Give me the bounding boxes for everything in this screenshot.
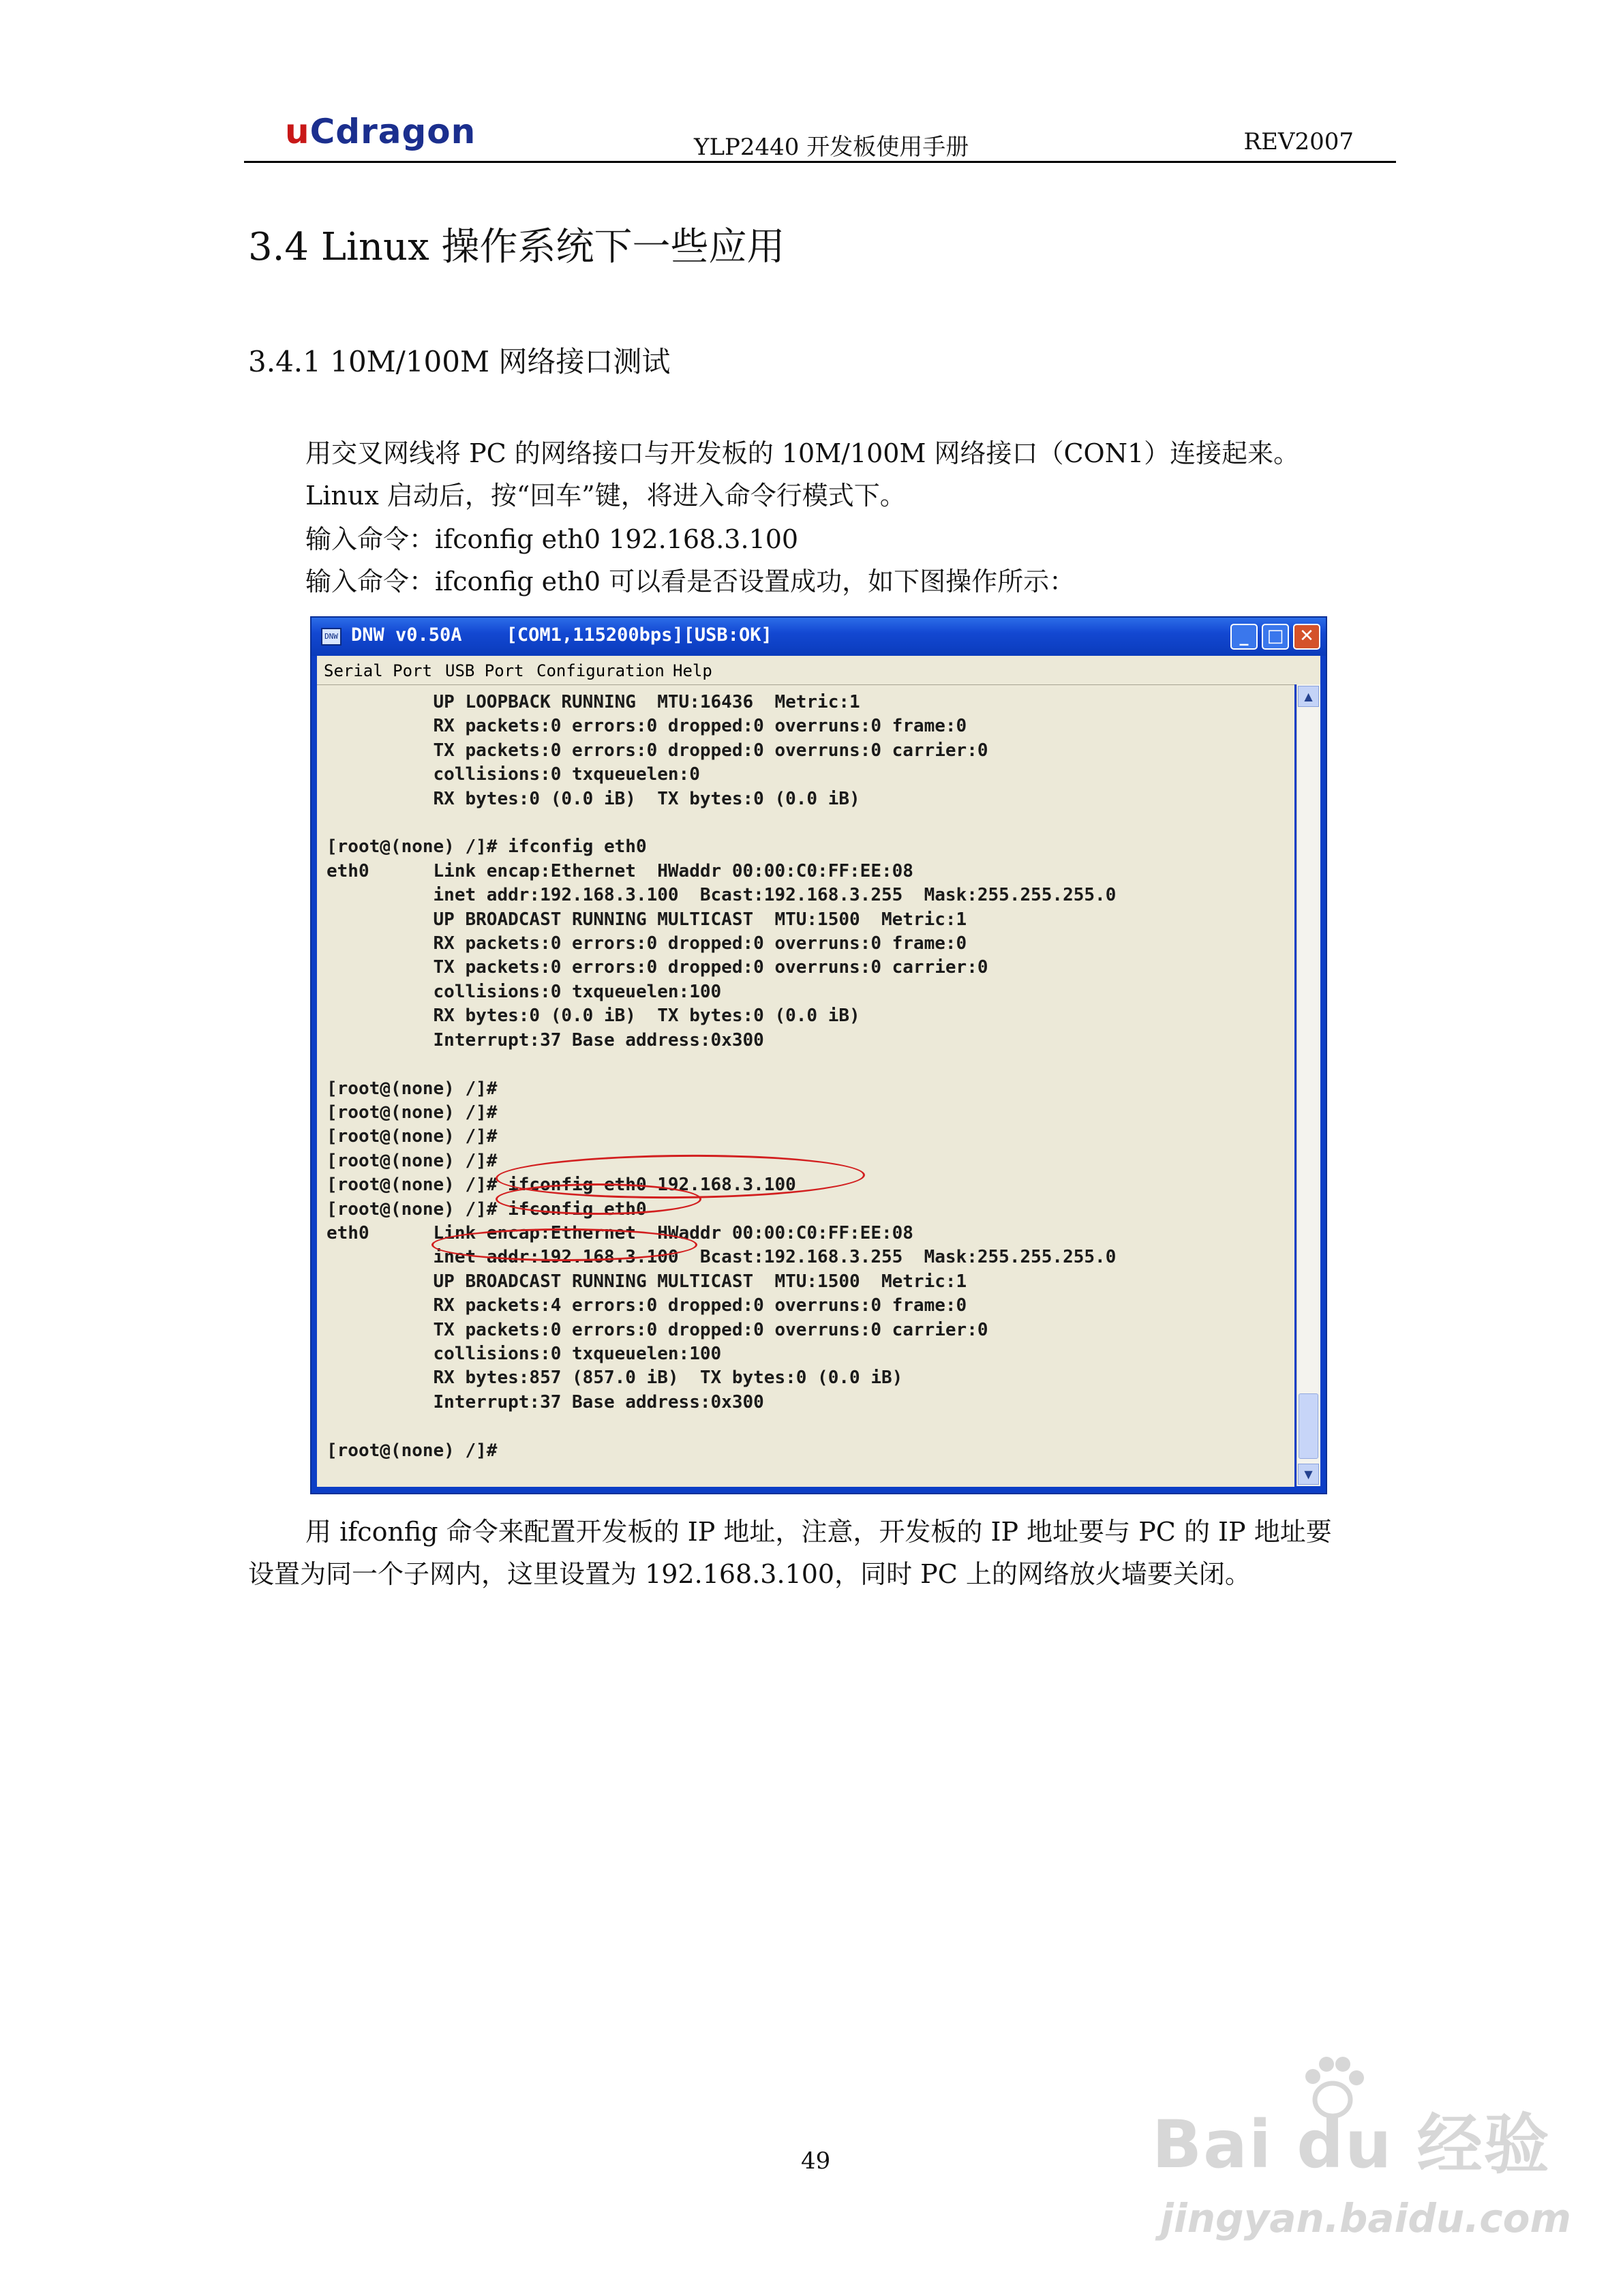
close-button[interactable]: ✕ xyxy=(1293,624,1320,650)
page-header xyxy=(244,108,1396,162)
menu-usb-port[interactable]: USB Port xyxy=(445,661,524,680)
highlight-ifconfig-query xyxy=(496,1183,701,1215)
paragraph-3: 输入命令：ifconfig eth0 192.168.3.100 xyxy=(305,524,799,554)
terminal-line: Interrupt:37 Base address:0x300 xyxy=(433,1391,764,1413)
terminal-line: TX packets:0 errors:0 dropped:0 overruns:0 carrier:0 xyxy=(433,957,988,978)
ucdragon-logo xyxy=(285,112,476,151)
scroll-down-icon[interactable]: ▼ xyxy=(1298,1464,1319,1485)
terminal-text xyxy=(317,685,1294,1463)
terminal-line: [root@(none) /]# xyxy=(327,1126,498,1147)
section-title: 3.4 Linux 操作系统下一些应用 xyxy=(248,225,785,269)
terminal-line: UP BROADCAST RUNNING MULTICAST MTU:1500 Metric:1 xyxy=(433,1271,967,1292)
terminal-line: TX packets:0 errors:0 dropped:0 overruns:0 carrier:0 xyxy=(433,1319,988,1340)
terminal-line: UP BROADCAST RUNNING MULTICAST MTU:1500 Metric:1 xyxy=(433,909,967,930)
terminal-line: RX packets:4 errors:0 dropped:0 overruns:0 frame:0 xyxy=(433,1295,967,1316)
watermark-url: jingyan.baidu.com xyxy=(1160,2195,1571,2241)
menu-configuration[interactable]: Configuration xyxy=(536,661,665,680)
highlight-inet-addr xyxy=(431,1228,697,1261)
terminal-output[interactable] xyxy=(317,684,1294,1487)
terminal-line: inet addr:192.168.3.100 Bcast:192.168.3.255 Mask:255.255.255.0 xyxy=(433,1247,1117,1268)
terminal-line: [root@(none) /]# xyxy=(327,1440,498,1461)
paragraph-1: 用交叉网线将 PC 的网络接口与开发板的 10M/100M 网络接口（CON1）连接起来。 xyxy=(305,438,1300,468)
terminal-line: [root@(none) /]# xyxy=(327,1102,498,1123)
terminal-line: eth0 Link encap:Ethernet HWaddr 00:00:C0:FF:EE:08 xyxy=(327,860,913,881)
minimize-button[interactable]: _ xyxy=(1230,624,1258,650)
paragraph-4: 输入命令：ifconfig eth0 可以看是否设置成功，如下图操作所示： xyxy=(305,567,1076,596)
paragraph-5: 用 ifconfig 命令来配置开发板的 IP 地址，注意，开发板的 IP 地址要与 PC 的 IP 地址要 xyxy=(305,1517,1332,1547)
header-revision: REV2007 xyxy=(1243,128,1354,155)
terminal-line: inet addr:192.168.3.100 Bcast:192.168.3.255 Mask:255.255.255.0 xyxy=(433,885,1117,906)
menu-bar xyxy=(317,656,1320,684)
terminal-line: collisions:0 txqueuelen:0 xyxy=(433,764,700,785)
terminal-line: UP LOOPBACK RUNNING MTU:16436 Metric:1 xyxy=(433,692,860,712)
terminal-line: RX bytes:0 (0.0 iB) TX bytes:0 (0.0 iB) xyxy=(433,788,860,809)
terminal-line: RX bytes:857 (857.0 iB) TX bytes:0 (0.0 iB) xyxy=(433,1368,903,1389)
maximize-button[interactable]: □ xyxy=(1262,624,1289,650)
terminal-line: RX packets:0 errors:0 dropped:0 overruns:0 frame:0 xyxy=(433,933,967,954)
paragraph-6: 设置为同一个子网内，这里设置为 192.168.3.100，同时 PC 上的网络放火墙要关闭。 xyxy=(248,1559,1251,1589)
terminal-line: TX packets:0 errors:0 dropped:0 overruns:0 carrier:0 xyxy=(433,740,988,761)
terminal-line: [root@(none) /]# xyxy=(327,1150,498,1171)
scroll-up-icon[interactable]: ▲ xyxy=(1298,686,1319,707)
header-rule xyxy=(244,161,1396,163)
window-title: DNW v0.50A [COM1,115200bps][USB:OK] xyxy=(351,624,772,646)
terminal-line: RX packets:0 errors:0 dropped:0 overruns:0 frame:0 xyxy=(433,716,967,737)
logo-rest: Cdragon xyxy=(309,112,476,151)
terminal-line: [root@(none) /]# xyxy=(327,1078,498,1099)
terminal-line: collisions:0 txqueuelen:100 xyxy=(433,981,722,1002)
header-title: YLP2440 开发板使用手册 xyxy=(694,134,969,161)
menu-help[interactable]: Help xyxy=(673,661,712,680)
terminal-line: [root@(none) /]# ifconfig eth0 xyxy=(327,836,647,858)
subsection-title: 3.4.1 10M/100M 网络接口测试 xyxy=(248,345,671,378)
terminal-line: eth0 Link encap:Ethernet HWaddr 00:00:C0:FF:EE:08 xyxy=(327,1222,913,1243)
watermark-brand: Bai du 经验 xyxy=(1152,2106,1551,2183)
dnw-window xyxy=(310,616,1327,1494)
app-icon: DNW xyxy=(321,628,342,646)
paragraph-2: Linux 启动后，按“回车”键，将进入命令行模式下。 xyxy=(305,481,906,511)
menu-serial-port[interactable]: Serial Port xyxy=(324,661,432,680)
window-titlebar[interactable] xyxy=(312,618,1326,656)
terminal-line: RX bytes:0 (0.0 iB) TX bytes:0 (0.0 iB) xyxy=(433,1006,860,1027)
scroll-thumb[interactable] xyxy=(1299,1393,1318,1459)
page-number: 49 xyxy=(801,2147,831,2175)
terminal-line: Interrupt:37 Base address:0x300 xyxy=(433,1029,764,1051)
terminal-line: collisions:0 txqueuelen:100 xyxy=(433,1343,722,1364)
vertical-scrollbar[interactable] xyxy=(1296,684,1320,1486)
terminal-line: [root@(none) /]# ifconfig eth0 xyxy=(327,1198,647,1220)
logo-u: u xyxy=(285,112,310,151)
terminal-line: [root@(none) /]# ifconfig eth0 192.168.3.100 xyxy=(327,1175,796,1196)
